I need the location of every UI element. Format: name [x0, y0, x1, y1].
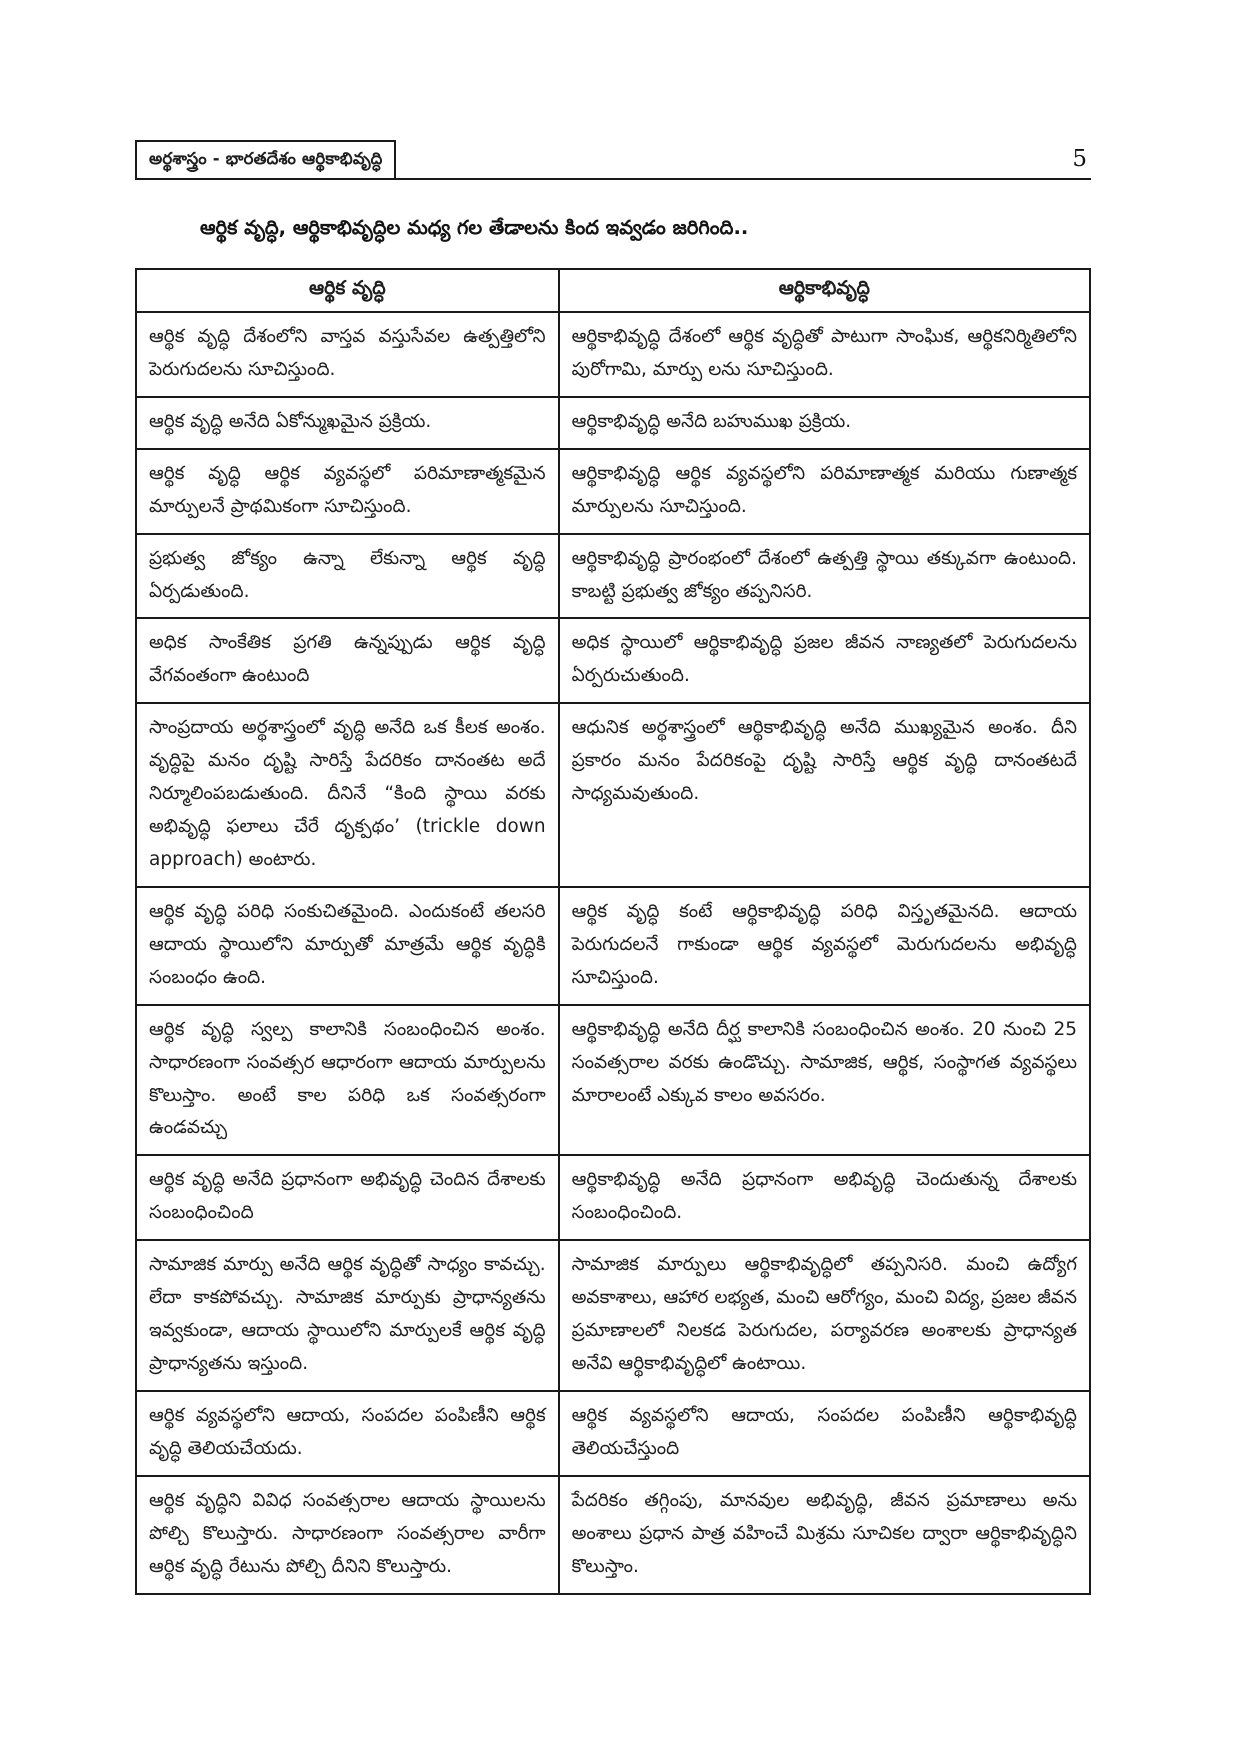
development-cell: పేదరికం తగ్గింపు, మానవుల అభివృద్ధి, జీవన ప్రమాణాలు అను అంశాలు ప్రధాన పాత్ర వహించే మిశ్రమ సూచికల ద్వారా ఆర్థికాభివృద్ధిని కొలుస్తాం.: [559, 1476, 1090, 1594]
growth-cell: ఆర్థిక వృద్ధి అనేది ఏకోన్ముఖమైన ప్రక్రియ.: [136, 397, 559, 449]
table-row: [136, 618, 1090, 703]
development-cell: ఆర్థికాభివృద్ధి ఆర్థిక వ్యవస్థలోని పరిమాణాత్మక మరియు గుణాత్మక మార్పులను సూచిస్తుంది.: [559, 449, 1090, 534]
table-row: [136, 1240, 1090, 1391]
development-cell: ఆర్థికాభివృద్ధి ప్రారంభంలో దేశంలో ఉత్పత్తి స్థాయి తక్కువగా ఉంటుంది. కాబట్టి ప్రభుత్వ జోక్యం తప్పనిసరి.: [559, 534, 1090, 619]
table-row: [136, 1391, 1090, 1476]
table-row: [136, 1476, 1090, 1594]
growth-cell: ప్రభుత్వ జోక్యం ఉన్నా లేకున్నా ఆర్థిక వృద్ధి ఏర్పడుతుంది.: [136, 534, 559, 619]
development-cell: సామాజిక మార్పులు ఆర్థికాభివృద్ధిలో తప్పనిసరి. మంచి ఉద్యోగ అవకాశాలు, ఆహార లభ్యత, మంచి ఆరోగ్యం, మంచి విద్య, ప్రజల జీవన ప్రమాణాలలో నిలకడ పెరుగుదల, పర్యావరణ అంశాలకు ప్రాధాన్యత అనేవి ఆర్థికాభివృద్ధిలో ఉంటాయి.: [559, 1240, 1090, 1391]
chapter-title: అర్థశాస్త్రం - భారతదేశం ఆర్థికాభివృద్ధి: [135, 140, 396, 178]
table-row: [136, 397, 1090, 449]
table-row: [136, 312, 1090, 397]
comparison-table: [135, 268, 1091, 1595]
page-number: 5: [1072, 146, 1087, 172]
table-row: [136, 1155, 1090, 1240]
growth-cell: సాంప్రదాయ అర్థశాస్త్రంలో వృద్ధి అనేది ఒక కీలక అంశం. వృద్ధిపై మనం దృష్టి సారిస్తే పేదరికం దానంతట అదే నిర్మూలింపబడుతుంది. దీనినే “కింది స్థాయి వరకు అభివృద్ధి ఫలాలు చేరే దృక్పథం’ (trickle down approach) అంటారు.: [136, 703, 559, 887]
growth-cell: ఆర్థిక వృద్ధి స్వల్ప కాలానికి సంబంధించిన అంశం. సాధారణంగా సంవత్సర ఆధారంగా ఆదాయ మార్పులను కొలుస్తాం. అంటే కాల పరిధి ఒక సంవత్సరంగా ఉండవచ్చు: [136, 1005, 559, 1156]
table-row: [136, 703, 1090, 887]
development-cell: అధిక స్థాయిలో ఆర్థికాభివృద్ధి ప్రజల జీవన నాణ్యతలో పెరుగుదలను ఏర్పరుచుతుంది.: [559, 618, 1090, 703]
column-header-growth: ఆర్థిక వృద్ధి: [136, 269, 559, 312]
development-cell: ఆర్థిక వృద్ధి కంటే ఆర్థికాభివృద్ధి పరిధి విస్తృతమైనది. ఆదాయ పెరుగుదలనే గాకుండా ఆర్థిక వ్యవస్థలో మెరుగుదలను అభివృద్ధి సూచిస్తుంది.: [559, 887, 1090, 1005]
development-cell: ఆర్థికాభివృద్ధి అనేది బహుముఖ ప్రక్రియ.: [559, 397, 1090, 449]
page-content: [135, 140, 1091, 1595]
development-cell: ఆర్థికాభివృద్ధి అనేది ప్రధానంగా అభివృద్ధి చెందుతున్న దేశాలకు సంబంధించింది.: [559, 1155, 1090, 1240]
growth-cell: సామాజిక మార్పు అనేది ఆర్థిక వృద్ధితో సాధ్యం కావచ్చు. లేదా కాకపోవచ్చు. సామాజిక మార్పుకు ప్రాధాన్యతను ఇవ్వకుండా, ఆదాయ స్థాయిలోని మార్పులకే ఆర్థిక వృద్ధి ప్రాధాన్యతను ఇస్తుంది.: [136, 1240, 559, 1391]
growth-cell: ఆర్థిక వృద్ధి ఆర్థిక వ్యవస్థలో పరిమాణాత్మకమైన మార్పులనే ప్రాథమికంగా సూచిస్తుంది.: [136, 449, 559, 534]
running-header: [135, 140, 1091, 180]
column-header-development: ఆర్థికాభివృద్ధి: [559, 269, 1090, 312]
growth-cell: ఆర్థిక వృద్ధి అనేది ప్రధానంగా అభివృద్ధి చెందిన దేశాలకు సంబంధించింది: [136, 1155, 559, 1240]
development-cell: ఆర్థికాభివృద్ధి దేశంలో ఆర్థిక వృద్ధితో పాటుగా సాంఘిక, ఆర్థికనిర్మితిలోని పురోగామి, మార్పు లను సూచిస్తుంది.: [559, 312, 1090, 397]
growth-cell: ఆర్థిక వృద్ధిని వివిధ సంవత్సరాల ఆదాయ స్థాయిలను పోల్చి కొలుస్తారు. సాధారణంగా సంవత్సరాల వారీగా ఆర్థిక వృద్ధి రేటును పోల్చి దీనిని కొలుస్తారు.: [136, 1476, 559, 1594]
development-cell: ఆర్థిక వ్యవస్థలోని ఆదాయ, సంపదల పంపిణీని ఆర్థికాభివృద్ధి తెలియచేస్తుంది: [559, 1391, 1090, 1476]
table-row: [136, 887, 1090, 1005]
table-row: [136, 1005, 1090, 1156]
development-cell: ఆధునిక అర్థశాస్త్రంలో ఆర్థికాభివృద్ధి అనేది ముఖ్యమైన అంశం. దీని ప్రకారం మనం పేదరికంపై దృష్టి సారిస్తే ఆర్థిక వృద్ధి దానంతటదే సాధ్యమవుతుంది.: [559, 703, 1090, 887]
growth-cell: ఆర్థిక వ్యవస్థలోని ఆదాయ, సంపదల పంపిణీని ఆర్థిక వృద్ధి తెలియచేయదు.: [136, 1391, 559, 1476]
growth-cell: ఆర్థిక వృద్ధి దేశంలోని వాస్తవ వస్తుసేవల ఉత్పత్తిలోని పెరుగుదలను సూచిస్తుంది.: [136, 312, 559, 397]
growth-cell: ఆర్థిక వృద్ధి పరిధి సంకుచితమైంది. ఎందుకంటే తలసరి ఆదాయ స్థాయిలోని మార్పుతో మాత్రమే ఆర్థిక వృద్ధికి సంబంధం ఉంది.: [136, 887, 559, 1005]
intro-sentence: ఆర్థిక వృద్ధి, ఆర్థికాభివృద్ధిల మధ్య గల తేడాలను కింద ఇవ్వడం జరిగింది..: [200, 216, 749, 239]
table-header-row: [136, 269, 1090, 312]
growth-cell: అధిక సాంకేతిక ప్రగతి ఉన్నప్పుడు ఆర్థిక వృద్ధి వేగవంతంగా ఉంటుంది: [136, 618, 559, 703]
development-cell: ఆర్థికాభివృద్ధి అనేది దీర్ఘ కాలానికి సంబంధించిన అంశం. 20 నుంచి 25 సంవత్సరాల వరకు ఉండొచ్చు. సామాజిక, ఆర్థిక, సంస్థాగత వ్యవస్థలు మారాలంటే ఎక్కువ కాలం అవసరం.: [559, 1005, 1090, 1156]
table-row: [136, 534, 1090, 619]
table-row: [136, 449, 1090, 534]
